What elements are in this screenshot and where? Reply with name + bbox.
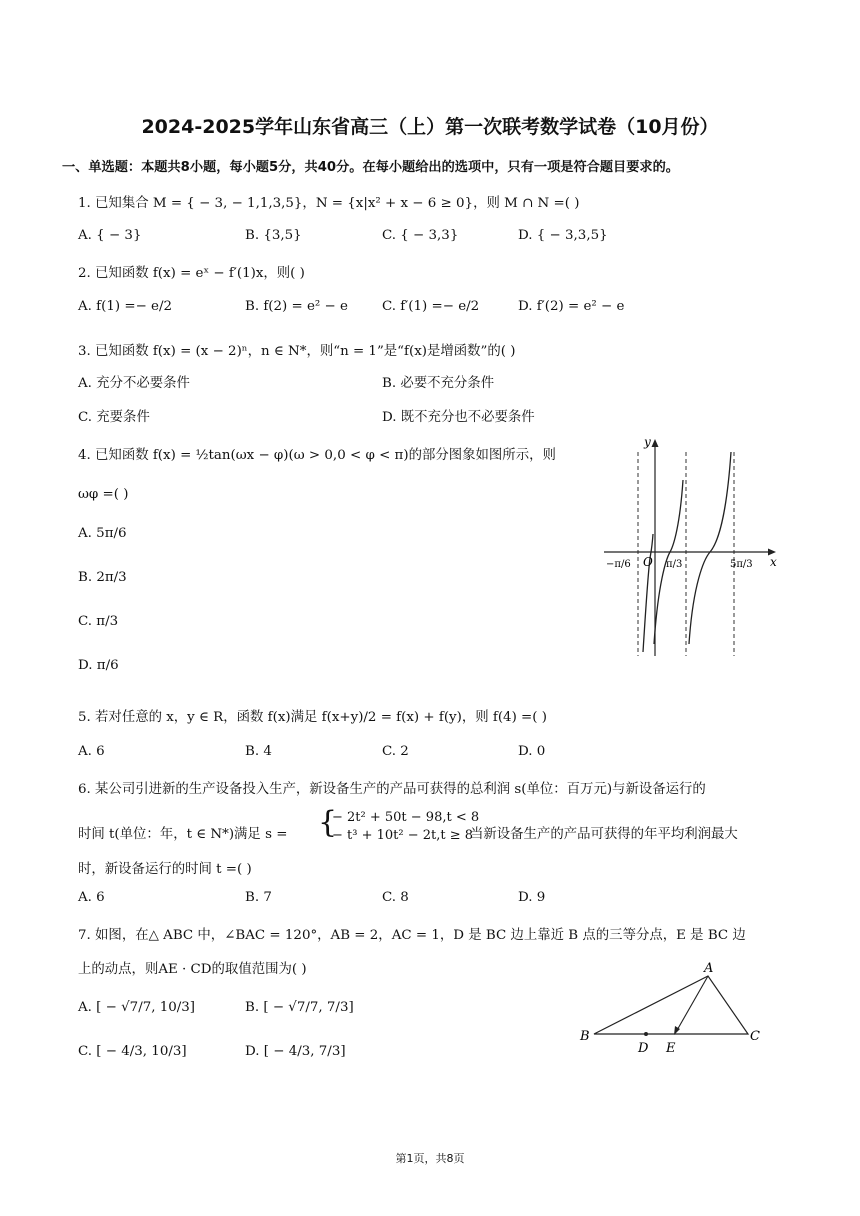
question-6-stem-line2b: 当新设备生产的产品可获得的年平均利润最大 [470,827,738,842]
question-7-stem: 7. 如图，在△ ABC 中，∠BAC = 120°，AB = 2，AC = 1，D 是 BC 边上靠近 B 点的三等分点，E 是 BC 边 [78,928,746,943]
q2-option-d: D. f′(2) = e² − e [518,299,625,314]
q6-option-c: C. 8 [382,890,409,905]
tick-5pi-3: 5π/3 [730,559,753,570]
q5-option-c: C. 2 [382,744,409,759]
q3-option-c: C. 充要条件 [78,410,150,425]
triangle-abc [594,976,748,1034]
piecewise-line-2: − t³ + 10t² − 2t,t ≥ 8 [332,828,474,843]
q2-option-a: A. f(1) =− e/2 [78,299,173,314]
q7-option-c: C. [ − 4/3, 10/3] [78,1044,187,1059]
q2-option-b: B. f(2) = e² − e [245,299,348,314]
piecewise-brace: { [318,805,338,840]
x-axis-label: x [770,555,777,569]
y-axis-arrow [652,439,659,447]
page-title: 2024-2025学年山东省高三（上）第一次联考数学试卷（10月份） [141,116,719,138]
section-heading: 一、单选题：本题共8小题，每小题5分，共40分。在每小题给出的选项中，只有一项是符合题目要求的。 [62,160,679,175]
q4-option-d: D. π/6 [78,658,119,673]
question-5-stem: 5. 若对任意的 x，y ∈ R，函数 f(x)满足 f(x+y)/2 = f(x) + f(y)，则 f(4) =( ) [78,710,547,725]
q5-option-b: B. 4 [245,744,272,759]
label-c: C [750,1029,760,1044]
piecewise-line-1: − 2t² + 50t − 98,t < 8 [332,810,480,825]
question-4-stem: 4. 已知函数 f(x) = ½tan(ωx − φ)(ω > 0,0 < φ < π)的部分图象如图所示，则 [78,448,556,463]
triangle-figure [574,956,774,1056]
q3-option-a: A. 充分不必要条件 [78,376,190,391]
q5-option-d: D. 0 [518,744,546,759]
question-4-stem-cont: ωφ =( ) [78,487,129,502]
q5-option-a: A. 6 [78,744,105,759]
q6-option-a: A. 6 [78,890,105,905]
q4-option-c: C. π/3 [78,614,119,629]
label-b: B [580,1029,590,1044]
q1-option-c: C. { − 3,3} [382,228,459,243]
q7-option-d: D. [ − 4/3, 7/3] [245,1044,346,1059]
q2-option-c: C. f′(1) =− e/2 [382,299,480,314]
question-6-stem-line3: 时，新设备运行的时间 t =( ) [78,862,252,877]
q1-option-d: D. { − 3,3,5} [518,228,608,243]
curve-branch-3 [689,452,731,644]
label-e: E [666,1041,676,1056]
label-a: A [704,961,714,976]
q4-option-b: B. 2π/3 [78,570,127,585]
question-2-stem: 2. 已知函数 f(x) = eˣ − f′(1)x，则( ) [78,266,305,281]
question-1-stem: 1. 已知集合 M = { − 3, − 1,1,3,5}，N = {x|x² + x − 6 ≥ 0}，则 M ∩ N =( ) [78,196,580,211]
question-6-stem-line2a: 时间 t(单位：年，t ∈ N*)满足 s = [78,827,288,842]
tangent-graph [600,434,790,660]
q7-option-b: B. [ − √7/7, 7/3] [245,1000,354,1015]
y-axis-label: y [644,435,651,449]
q3-option-b: B. 必要不充分条件 [382,376,495,391]
q7-option-a: A. [ − √7/7, 10/3] [78,1000,196,1015]
q1-option-b: B. {3,5} [245,228,302,243]
tick-pi-3: π/3 [666,559,683,570]
tick-neg-pi-6: −π/6 [606,559,631,570]
question-7-stem-cont: 上的动点，则AE · CD的取值范围为( ) [78,962,307,977]
q3-option-d: D. 既不充分也不必要条件 [382,410,535,425]
question-6-stem: 6. 某公司引进新的生产设备投入生产，新设备生产的产品可获得的总利润 s(单位：百万元)与新设备运行的 [78,782,706,797]
page-footer: 第1页，共8页 [395,1152,465,1165]
point-d [644,1032,648,1036]
label-d: D [638,1041,649,1056]
q6-option-d: D. 9 [518,890,546,905]
q6-option-b: B. 7 [245,890,272,905]
q4-option-a: A. 5π/6 [78,526,127,541]
origin-label: O [643,555,653,569]
q1-option-a: A. { − 3} [78,228,142,243]
question-3-stem: 3. 已知函数 f(x) = (x − 2)ⁿ，n ∈ N*，则“n = 1”是“f(x)是增函数”的( ) [78,344,516,359]
